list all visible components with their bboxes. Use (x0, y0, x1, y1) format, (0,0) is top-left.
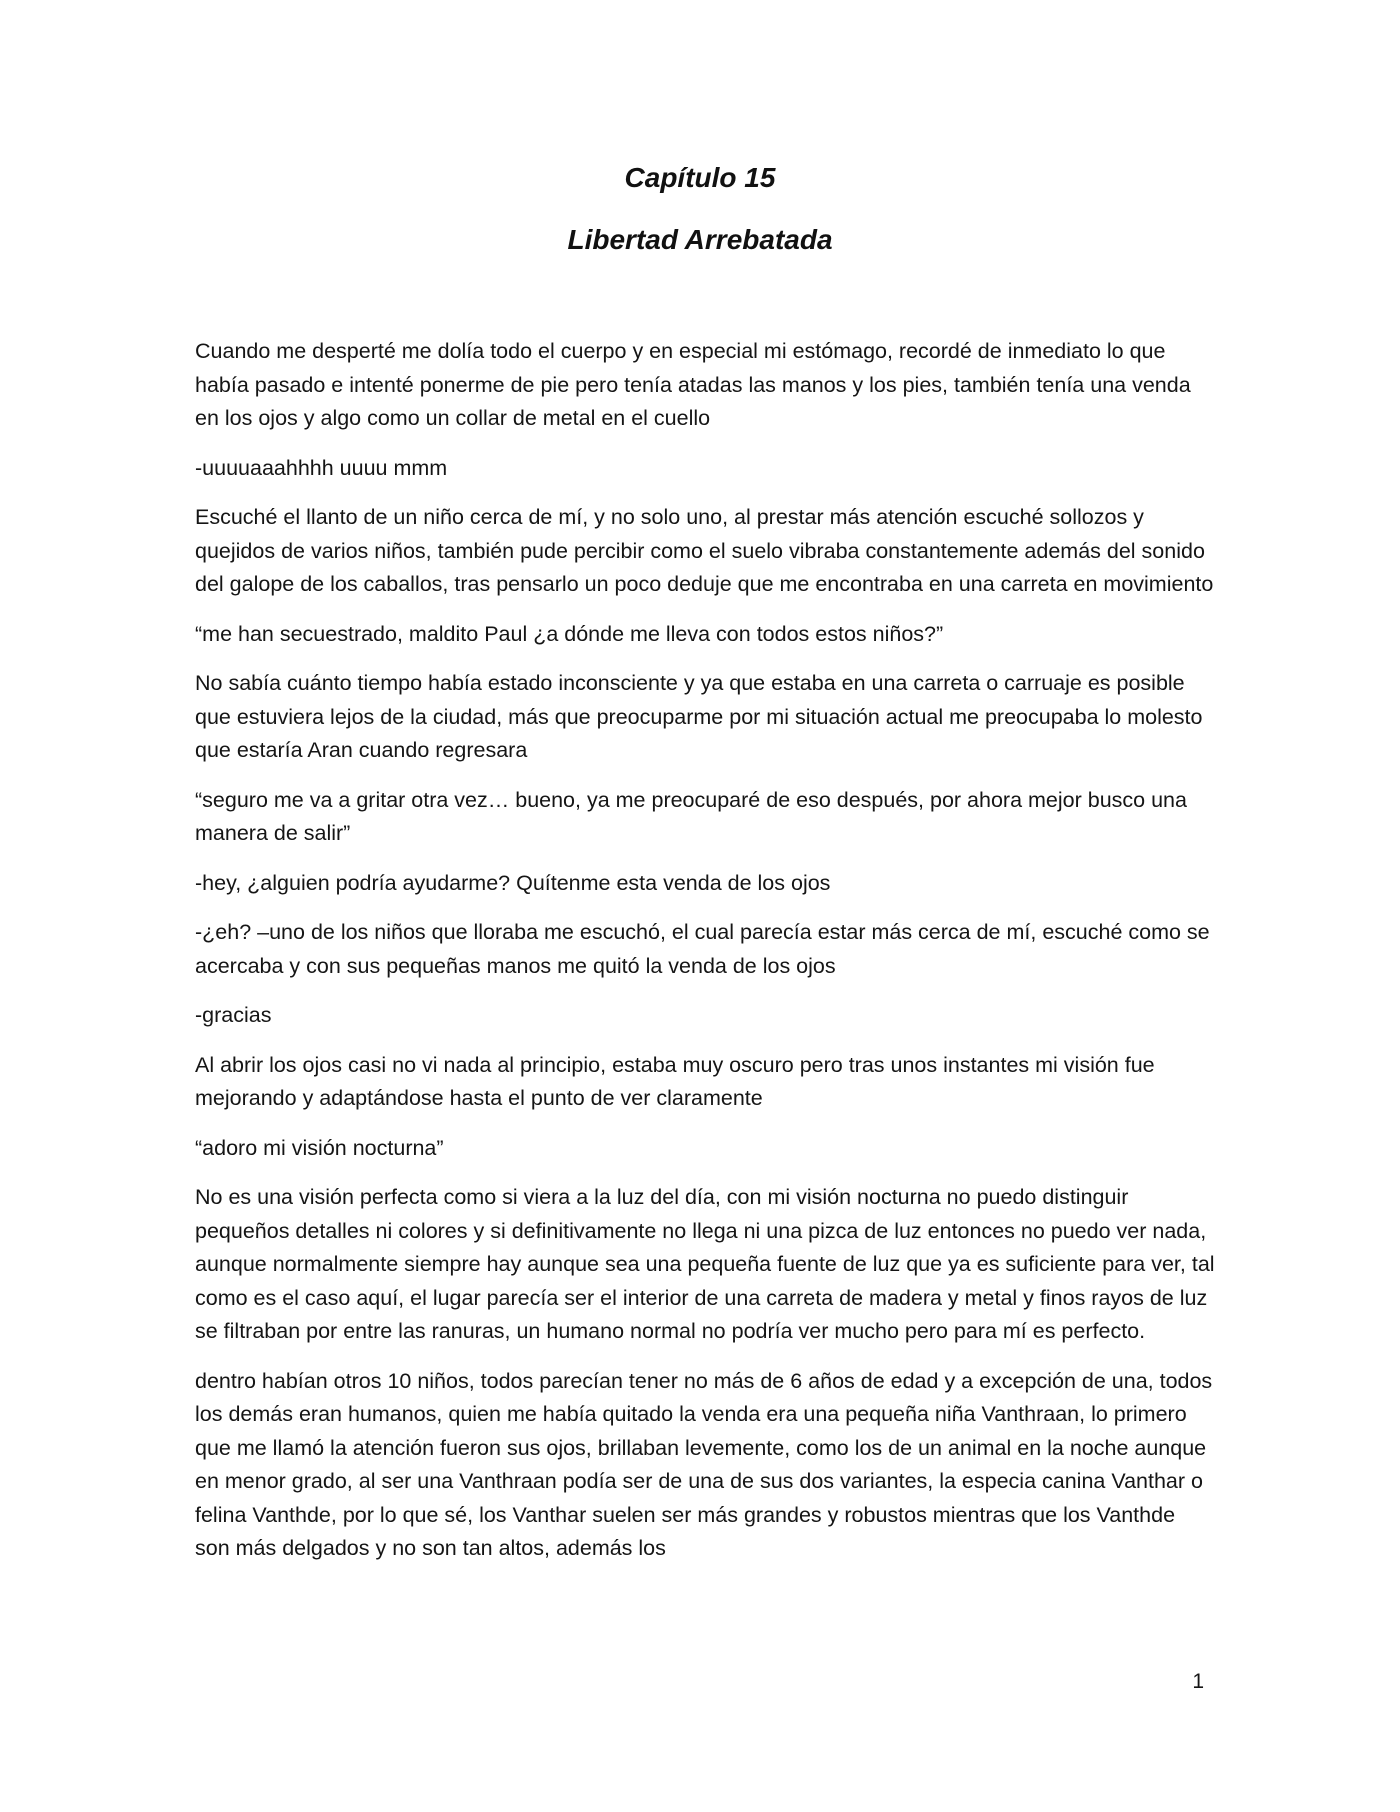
paragraph: dentro habían otros 10 niños, todos parecían tener no más de 6 años de edad y a excepción de una, todos los demás eran humanos, quien me había quitado la venda era una pequeña niña Vanthraan, lo primero que me llamó la atención fueron sus ojos, brillaban levemente, como los de un animal en la noche aunque en menor grado, al ser una Vanthraan podía ser de una de sus dos variantes, la especia canina Vanthar o felina Vanthde, por lo que sé, los Vanthar suelen ser más grandes y robustos mientras que los Vanthde son más delgados y no son tan altos, además los (195, 1368, 1213, 1560)
chapter-title: Libertad Arrebatada (567, 224, 833, 255)
chapter-header (0, 160, 1400, 258)
paragraph: “adoro mi visión nocturna” (195, 1135, 444, 1160)
body-text (195, 335, 1215, 1582)
paragraph: No es una visión perfecta como si viera a la luz del día, con mi visión nocturna no puedo distinguir pequeños detalles ni colores y si definitivamente no llega ni una pizca de luz entonces no puedo ver nada, aunque normalmente siempre hay aunque sea una pequeña fuente de luz que ya es suficiente para ver, tal como es el caso aquí, el lugar parecía ser el interior de una carreta de madera y metal y finos rayos de luz se filtraban por entre las ranuras, un humano normal no podría ver mucho pero para mí es perfecto. (195, 1185, 1215, 1343)
paragraph: Cuando me desperté me dolía todo el cuerpo y en especial mi estómago, recordé de inmediato lo que había pasado e intenté ponerme de pie pero tenía atadas las manos y los pies, también tenía una venda en los ojos y algo como un collar de metal en el cuello (195, 339, 1191, 430)
paragraph: “seguro me va a gritar otra vez… bueno, ya me preocuparé de eso después, por ahora mejor busco una manera de salir” (195, 787, 1187, 845)
paragraph: -¿eh? –uno de los niños que lloraba me escuchó, el cual parecía estar más cerca de mí, escuché como se acercaba y con sus pequeñas manos me quitó la venda de los ojos (195, 920, 1210, 978)
paragraph: No sabía cuánto tiempo había estado inconsciente y ya que estaba en una carreta o carruaje es posible que estuviera lejos de la ciudad, más que preocuparme por mi situación actual me preocupaba lo molesto que estaría Aran cuando regresara (195, 671, 1203, 762)
page-number: 1 (1192, 1670, 1204, 1693)
paragraph: Escuché el llanto de un niño cerca de mí, y no solo uno, al prestar más atención escuché sollozos y quejidos de varios niños, también pude percibir como el suelo vibraba constantemente además del sonido del galope de los caballos, tras pensarlo un poco deduje que me encontraba en una carreta en movimiento (195, 505, 1214, 596)
chapter-number: Capítulo 15 (624, 162, 776, 193)
paragraph: -hey, ¿alguien podría ayudarme? Quítenme esta venda de los ojos (195, 870, 831, 895)
paragraph: -gracias (195, 1003, 272, 1027)
paragraph: -uuuuaaahhhh uuuu mmm (195, 455, 448, 480)
paragraph: “me han secuestrado, maldito Paul ¿a dónde me lleva con todos estos niños?” (195, 621, 944, 646)
paragraph: Al abrir los ojos casi no vi nada al principio, estaba muy oscuro pero tras unos instantes mi visión fue mejorando y adaptándose hasta el punto de ver claramente (195, 1052, 1155, 1110)
